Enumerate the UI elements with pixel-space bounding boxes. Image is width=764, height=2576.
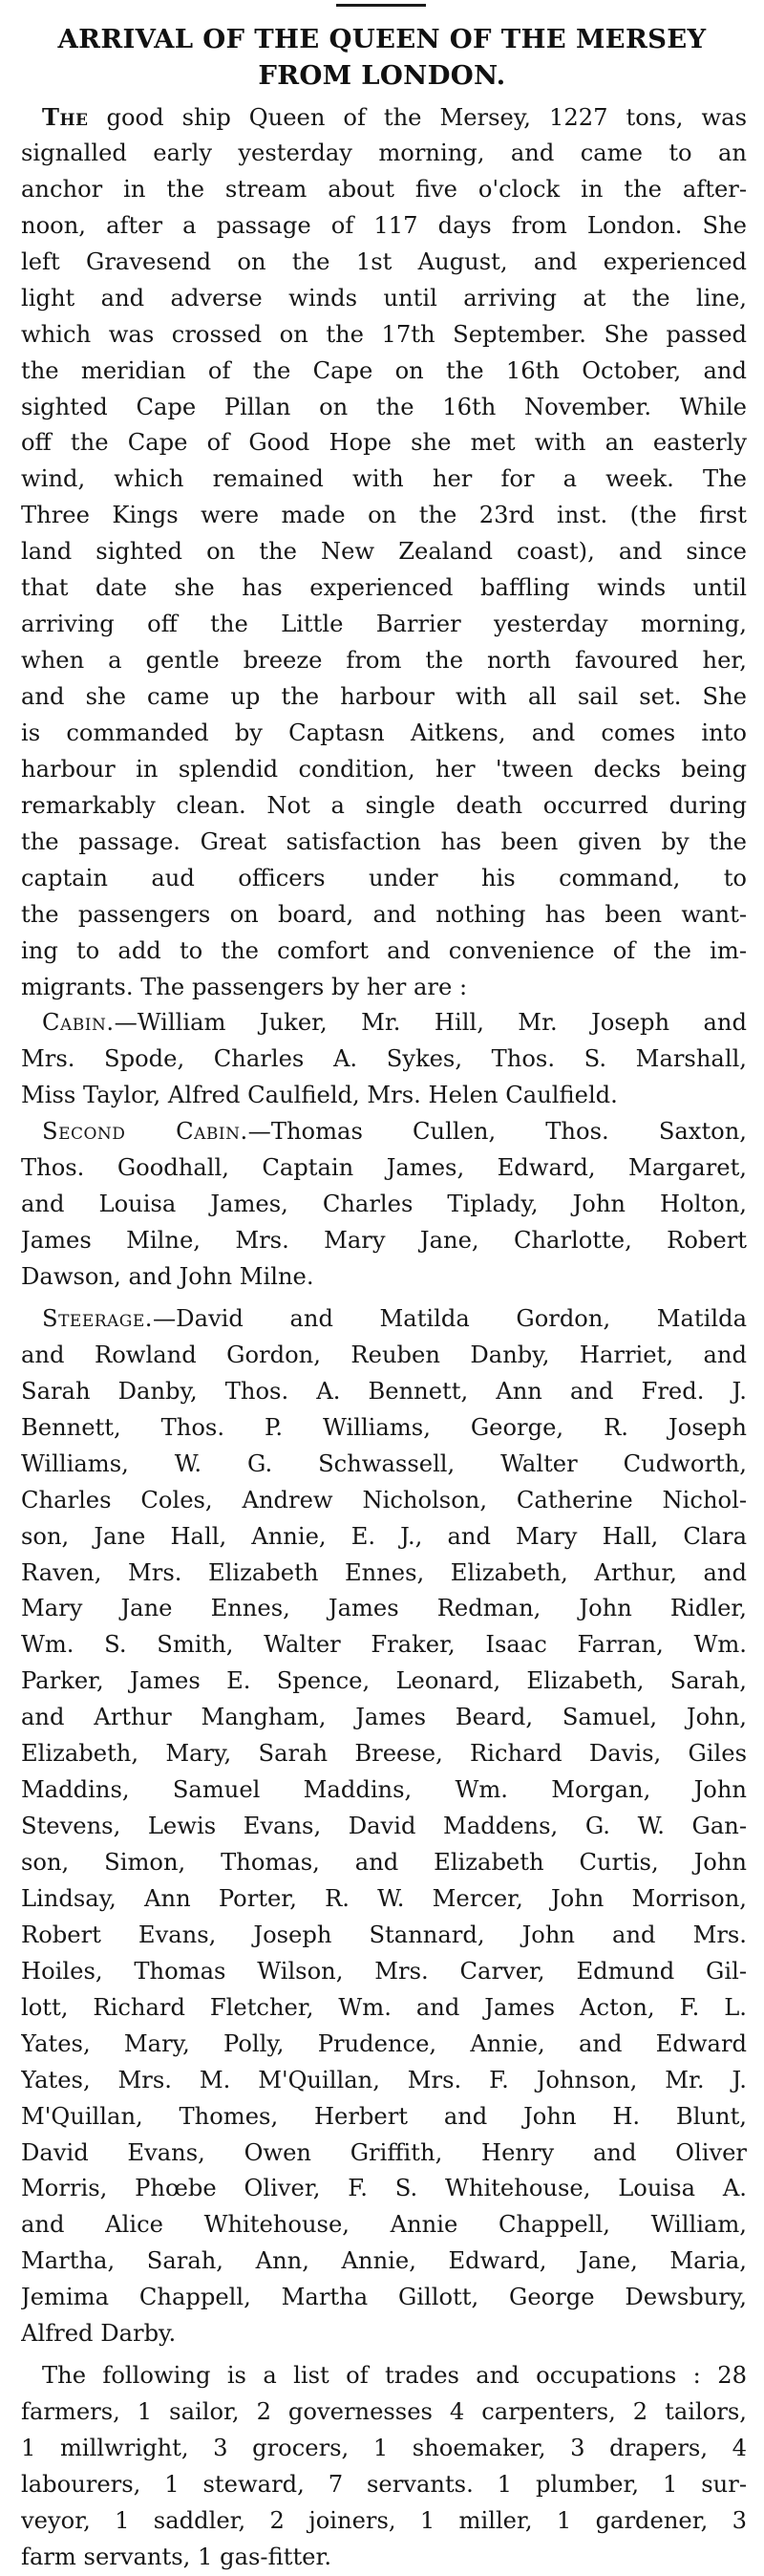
intro-line: that date she has experienced baffling winds until [21, 574, 747, 602]
steerage-line: son, Jane Hall, Annie, E. J., and Mary Hall, Clara [21, 1522, 747, 1550]
steerage-line: Williams, W. G. Schwassell, Walter Cudworth, [21, 1449, 747, 1477]
cabin-label: Cabin. [42, 1009, 115, 1037]
intro-line: is commanded by Captasn Aitkens, and comes into [21, 719, 747, 746]
steerage-text: —David and Matilda Gordon, Matilda [152, 1304, 747, 1332]
intro-line: migrants. The passengers by her are : [21, 973, 468, 1000]
intro-line: signalled early yesterday morning, and came to an [21, 139, 747, 166]
intro-line: the meridian of the Cape on the 16th October, and [21, 356, 747, 384]
trades-line: The following is a list of trades and occupations : 28 [42, 2362, 747, 2390]
intro-line: when a gentle breeze from the north favoured her, [21, 647, 747, 675]
steerage-line: Wm. S. Smith, Walter Fraker, Isaac Farran, Wm. [21, 1631, 747, 1659]
steerage-line: Yates, Mary, Polly, Prudence, Annie, and Edward [21, 2029, 747, 2057]
trades-line: farm servants, 1 gas-fitter. [21, 2543, 332, 2570]
intro-line: light and adverse winds until arriving at the line, [21, 284, 747, 311]
headline-line: ARRIVAL OF THE QUEEN OF THE MERSEY [57, 24, 707, 54]
steerage-line: Hoiles, Thomas Wilson, Mrs. Carver, Edmund Gil- [21, 1957, 747, 1985]
second-cabin-line [21, 1114, 747, 1150]
intro-line: and she came up the harbour with all sail set. She [21, 683, 747, 710]
steerage-line: and Rowland Gordon, Reuben Danby, Harriet, and [21, 1341, 747, 1368]
steerage-line: Lindsay, Ann Porter, R. W. Mercer, John Morrison, [21, 1884, 747, 1912]
cabin-line: Miss Taylor, Alfred Caulfield, Mrs. Helen Caulfield. [21, 1082, 618, 1109]
steerage-line: Alfred Darby. [21, 2320, 177, 2348]
steerage-line [21, 1301, 747, 1338]
intro-line: Three Kings were made on the 23rd inst. (the first [21, 502, 747, 529]
steerage-label: Steerage. [42, 1304, 153, 1332]
headline-line: FROM LONDON. [258, 60, 506, 91]
article-headline [13, 21, 751, 94]
intro-line: anchor in the stream about five o'clock in the after- [21, 175, 747, 203]
steerage-line: Mary Jane Ennes, James Redman, John Ridler, [21, 1595, 747, 1622]
steerage-line: Stevens, Lewis Evans, David Maddens, G. W. Gan- [21, 1813, 747, 1840]
intro-line: captain aud officers under his command, to [21, 864, 747, 891]
intro-line: noon, after a passage of 117 days from London. She [21, 211, 747, 239]
intro-line [21, 99, 747, 136]
intro-line: remarkably clean. Not a single death occurred during [21, 791, 747, 819]
steerage-line: Parker, James E. Spence, Leonard, Elizabeth, Sarah, [21, 1667, 747, 1695]
intro-text: good ship Queen of the Mersey, 1227 tons, was [88, 104, 747, 131]
intro-line: land sighted on the New Zealand coast), and since [21, 538, 747, 566]
cabin-line: Mrs. Spode, Charles A. Sykes, Thos. S. Marshall, [21, 1045, 747, 1073]
steerage-line: lott, Richard Fletcher, Wm. and James Acton, F. L. [21, 1993, 747, 2021]
steerage-line: Sarah Danby, Thos. A. Bennett, Ann and Fred. J. [21, 1377, 747, 1405]
trades-line: 1 millwright, 3 grocers, 1 shoemaker, 3 drapers, 4 [21, 2435, 747, 2461]
trades-line: veyor, 1 saddler, 2 joiners, 1 miller, 1 gardener, 3 [21, 2506, 747, 2534]
cabin-text: —William Juker, Mr. Hill, Mr. Joseph and [114, 1009, 747, 1037]
intro-line: left Gravesend on the 1st August, and experienced [21, 247, 747, 275]
steerage-line: and Alice Whitehouse, Annie Chappell, William, [21, 2211, 747, 2239]
steerage-line: Maddins, Samuel Maddins, Wm. Morgan, John [21, 1776, 747, 1804]
steerage-line: David Evans, Owen Griffith, Henry and Oliver [21, 2138, 747, 2166]
steerage-line: Martha, Sarah, Ann, Annie, Edward, Jane, Maria, [21, 2247, 747, 2275]
intro-line: the passengers on board, and nothing has been want- [21, 900, 747, 928]
intro-line: ing to add to the comfort and convenience of the im- [21, 936, 747, 964]
steerage-line: Robert Evans, Joseph Stannard, John and Mrs. [21, 1921, 747, 1948]
intro-lead-word: The [42, 103, 89, 131]
trades-line: labourers, 1 steward, 7 servants. 1 plumber, 1 sur- [21, 2470, 747, 2498]
steerage-line: and Arthur Mangham, James Beard, Samuel, John, [21, 1704, 747, 1731]
article-body [21, 99, 747, 2576]
steerage-line: Raven, Mrs. Elizabeth Ennes, Elizabeth, Arthur, and [21, 1558, 747, 1586]
steerage-line: Jemima Chappell, Martha Gillott, George Dewsbury, [21, 2284, 747, 2311]
intro-line: sighted Cape Pillan on the 16th November. While [21, 393, 747, 420]
intro-line: which was crossed on the 17th September. She passed [21, 320, 747, 348]
steerage-line: Yates, Mrs. M. M'Quillan, Mrs. F. Johnson, Mr. J. [21, 2066, 747, 2093]
steerage-line: Elizabeth, Mary, Sarah Breese, Richard Davis, Giles [21, 1740, 747, 1768]
intro-line: the passage. Great satisfaction has been given by the [21, 827, 747, 855]
second-cabin-text: —Thomas Cullen, Thos. Saxton, [247, 1118, 747, 1146]
second-cabin-line: James Milne, Mrs. Mary Jane, Charlotte, Robert [21, 1227, 747, 1255]
intro-line: harbour in splendid condition, her 'tween decks being [21, 755, 747, 783]
steerage-line: Charles Coles, Andrew Nicholson, Catherine Nichol- [21, 1486, 747, 1513]
steerage-line: Bennett, Thos. P. Williams, George, R. Joseph [21, 1413, 747, 1441]
cabin-line [21, 1005, 747, 1041]
column-rule [336, 4, 426, 7]
second-cabin-line: Thos. Goodhall, Captain James, Edward, Margaret, [21, 1154, 747, 1182]
second-cabin-line: and Louisa James, Charles Tiplady, John Holton, [21, 1191, 747, 1218]
steerage-line: M'Quillan, Thomes, Herbert and John H. Blunt, [21, 2102, 747, 2130]
second-cabin-line: Dawson, and John Milne. [21, 1263, 314, 1290]
intro-line: wind, which remained with her for a week. The [21, 465, 747, 493]
steerage-line: son, Simon, Thomas, and Elizabeth Curtis, John [21, 1849, 747, 1876]
steerage-line: Morris, Phœbe Oliver, F. S. Whitehouse, Louisa A. [21, 2175, 747, 2202]
intro-line: arriving off the Little Barrier yesterday morning, [21, 611, 747, 638]
trades-line: farmers, 1 sailor, 2 governesses 4 carpenters, 2 tailors, [21, 2398, 747, 2426]
intro-line: off the Cape of Good Hope she met with an easterly [21, 429, 747, 457]
second-cabin-label: Second Cabin. [42, 1118, 248, 1146]
